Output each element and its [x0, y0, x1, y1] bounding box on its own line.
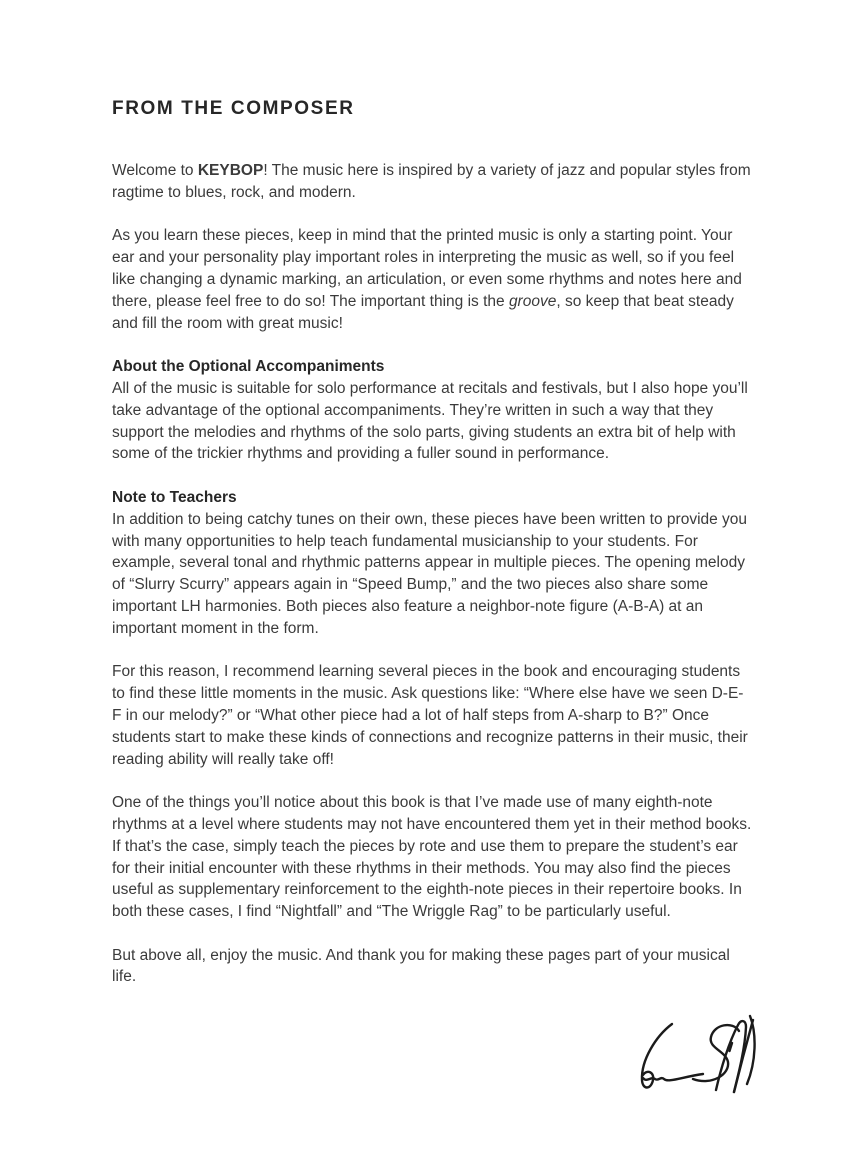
document-section — [112, 356, 752, 465]
paragraph — [112, 160, 752, 204]
paragraph — [112, 509, 752, 640]
text-run: All of the music is suitable for solo performance at recitals and festivals, but I also hope you’ll take advantage of the optional accompaniments. They’re written in such a way that they support the melodies and rhythms of the solo parts, giving students an extra bit of help with some of the trickier rhythms and providing a fuller sound in performance. — [112, 379, 748, 463]
page-title: FROM THE COMPOSER — [112, 98, 355, 119]
text-run: As you learn these pieces, keep in mind that the printed music is only a starting point. Your ear and your personality play important roles in interpreting the music as well, so if you feel like changing a dynamic marking, an articulation, or even some rhythms and notes here and there, please feel free to do so! The important thing is the — [112, 227, 742, 310]
text-run: Welcome to — [112, 162, 198, 179]
italic-text: groove — [508, 292, 557, 310]
paragraph — [112, 945, 752, 989]
handwritten-signature-icon — [590, 1010, 760, 1120]
text-run: ! The music here is inspired by a variety of jazz and popular styles from ragtime to blues, rock, and modern. — [112, 162, 751, 201]
document-sections — [112, 160, 752, 988]
document-section — [112, 225, 752, 334]
document-section — [112, 487, 752, 640]
text-run: , so keep that beat steady and fill the room with great music! — [112, 292, 734, 332]
text-run: One of the things you’ll notice about this book is that I’ve made use of many eighth-note rhythms at a level where students may not have encountered them yet in their method books. If that’s the case, simply teach the pieces by rote and use them to prepare the student’s ear for their initial encounter with these rhythms in their methods. You may also find the pieces useful as supplementary reinforcement to the eighth-note pieces in their repertoire books. In both these cases, I find “Nightfall” and “The Wriggle Rag” to be particularly useful. — [112, 794, 752, 921]
text-run: For this reason, I recommend learning several pieces in the book and encouraging students to find these little moments in the music. Ask questions like: “Where else have we seen D-E-F in our melody?” or “What other piece had a lot of half steps from A-sharp to B?” Once students start to make these kinds of connections and recognize patterns in their music, their reading ability will really take off! — [112, 663, 748, 768]
bold-text: KEYBOP — [197, 162, 264, 179]
document-section — [112, 792, 752, 923]
paragraph — [112, 661, 752, 770]
text-run: In addition to being catchy tunes on their own, these pieces have been written to provide you with many opportunities to help teach fundamental musicianship to your students. For example, several tonal and rhythmic patterns appear in multiple pieces. The opening melody of “Slurry Scurry” appears again in “Speed Bump,” and the two pieces also share some important LH harmonies. Both pieces also feature a neighbor-note figure (A-B-A) at an important moment in the form. — [112, 510, 748, 637]
document-section — [112, 160, 752, 204]
paragraph — [112, 225, 752, 334]
paragraph — [112, 792, 752, 923]
section-heading: About the Optional Accompaniments — [112, 358, 385, 376]
text-run: But above all, enjoy the music. And thank you for making these pages part of your musical life. — [112, 946, 730, 986]
document-section — [112, 661, 752, 770]
section-heading: Note to Teachers — [112, 488, 237, 506]
paragraph — [112, 378, 752, 465]
document-section — [112, 945, 752, 989]
signature-row — [112, 1010, 760, 1120]
